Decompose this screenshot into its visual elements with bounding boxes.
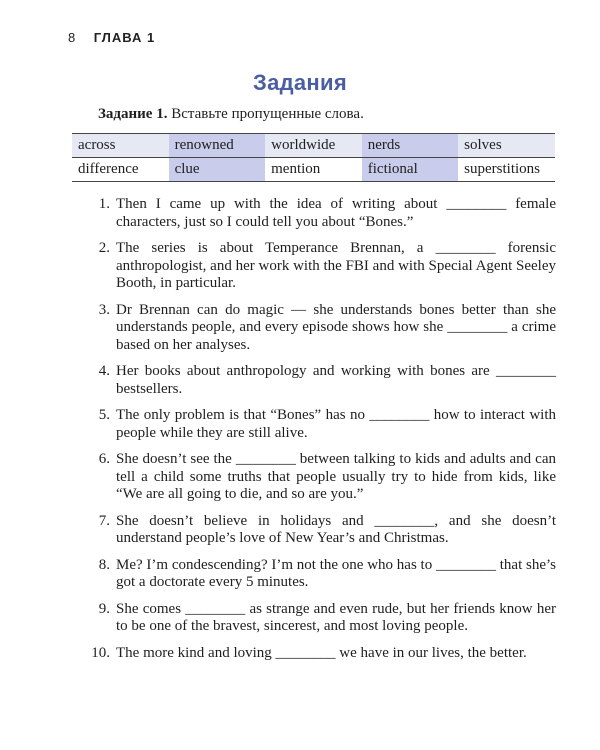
item-number: 4.: [98, 363, 110, 379]
item-number: 1.: [98, 196, 110, 212]
exercise-list: [88, 196, 556, 671]
item-number: 9.: [98, 600, 110, 617]
word-bank-cell: worldwide: [265, 134, 362, 158]
item-text: The series is about Temperance Brennan, a ________ forensic anthropologist, and her work with the FBI and with Special Agent Seeley Booth, in particular.: [116, 240, 556, 291]
item-text: The only problem is that “Bones” has no ________ how to interact with people while they are still alive.: [116, 407, 556, 441]
item-number: 6.: [98, 451, 110, 467]
word-bank-cell: nerds: [362, 134, 458, 158]
list-item: [88, 645, 556, 663]
item-text: She doesn’t believe in holidays and ________, and she doesn’t understand people’s love of New Year’s and Christmas.: [116, 512, 556, 546]
list-item: [88, 601, 556, 636]
list-item: [88, 302, 556, 355]
item-text: She doesn’t see the ________ between talking to kids and adults and can tell a child some truths that people usually try to hide from kids, like “We are all going to die, and so are you.”: [116, 451, 556, 502]
task-text: Вставьте пропущенные слова.: [171, 106, 364, 122]
word-bank-row: [72, 134, 555, 158]
list-item: [88, 557, 556, 592]
word-bank-cell: fictional: [362, 158, 458, 182]
list-item: [88, 363, 556, 398]
word-bank-cell: superstitions: [458, 158, 555, 182]
task-label: Задание 1.: [98, 106, 168, 122]
item-text: Then I came up with the idea of writing about ________ female characters, just so I could tell you about “Bones.”: [116, 196, 556, 230]
section-title: Задания: [253, 70, 347, 95]
list-item: [88, 240, 556, 293]
word-bank-row: [72, 158, 555, 182]
chapter-label: ГЛАВА 1: [93, 30, 156, 45]
page-header: [68, 30, 155, 45]
item-number: 5.: [98, 407, 110, 423]
item-number: 2.: [98, 240, 110, 256]
item-number: 10.: [91, 644, 110, 661]
word-bank-cell: across: [72, 134, 169, 158]
list-item: [88, 196, 556, 231]
word-bank-cell: solves: [458, 134, 555, 158]
item-number: 7.: [98, 512, 110, 529]
word-bank-table: [72, 133, 555, 182]
word-bank-cell: clue: [169, 158, 266, 182]
list-item: [88, 513, 556, 548]
item-text: Me? I’m condescending? I’m not the one who has to ________ that she’s got a doctorate every 5 minutes.: [116, 556, 556, 590]
item-number: 8.: [98, 556, 110, 573]
word-bank-cell: renowned: [169, 134, 266, 158]
item-text: The more kind and loving ________ we have in our lives, the better.: [116, 644, 527, 661]
item-text: Her books about anthropology and working with bones are ________ bestsellers.: [116, 363, 556, 397]
list-item: [88, 451, 556, 504]
list-item: [88, 407, 556, 442]
item-text: Dr Brennan can do magic — she understands bones better than she understands people, and every episode shows how she ________ a crime based on her analyses.: [116, 301, 556, 353]
item-number: 3.: [98, 301, 110, 318]
word-bank-cell: difference: [72, 158, 169, 182]
item-text: She comes ________ as strange and even rude, but her friends know her to be one of the bravest, sincerest, and most loving people.: [116, 600, 556, 634]
task-instruction: [98, 106, 364, 123]
word-bank-cell: mention: [265, 158, 362, 182]
page-number: 8: [68, 30, 76, 45]
